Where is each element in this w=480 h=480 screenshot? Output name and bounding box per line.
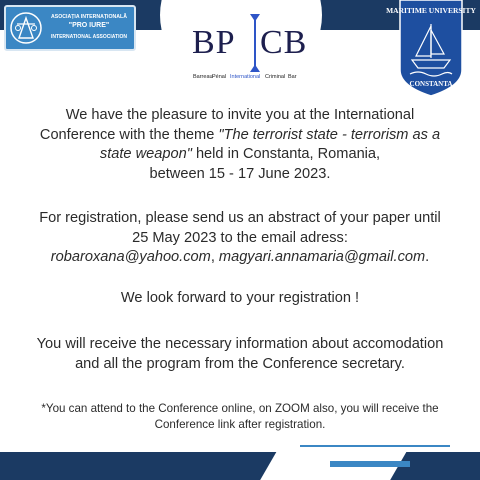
registration-paragraph	[0, 209, 480, 268]
pro-iure-logo	[4, 5, 136, 51]
maritime-university-constanta: CONSTANTA	[409, 80, 453, 88]
registration-emails: robaroxana@yahoo.com, magyari.annamaria@gmail.com.	[50, 249, 430, 265]
info-paragraph	[0, 335, 480, 374]
look-forward-line: We look forward to your registration !	[120, 290, 360, 306]
maritime-university-logo	[386, 0, 476, 96]
invitation-line: Conference with the theme "The terrorist state - terrorism as a	[39, 126, 441, 143]
info-line: and all the program from the Conference secretary.	[75, 355, 405, 372]
pro-iure-seal-icon	[9, 10, 43, 46]
maritime-university-title: MARITIME UNIVERSITY	[386, 6, 476, 15]
pro-iure-line1: ASOCIAȚIA INTERNAȚIONALĂ	[51, 14, 127, 20]
pro-iure-line3: INTERNATIONAL ASSOCIATION	[51, 34, 127, 40]
bpicb-sub-word: Bar	[288, 74, 297, 80]
conference-theme-cont: state weapon"	[99, 146, 192, 162]
conference-theme: "The terrorist state - terrorism as a	[218, 126, 441, 143]
bpicb-logo	[188, 12, 314, 92]
invitation-dates: between 15 - 17 June 2023.	[149, 165, 331, 182]
bpicb-letters-left: BP	[192, 24, 236, 61]
bpicb-sub-word: Pénal	[212, 74, 227, 80]
email-link-1[interactable]: robaroxana@yahoo.com	[50, 249, 211, 265]
registration-deadline: 25 May 2023 to the email adress:	[132, 229, 348, 246]
info-line: You will receive the necessary information about accomodation	[36, 336, 444, 352]
registration-line: For registration, please send us an abstract of your paper until	[39, 210, 441, 226]
note-line: *You can attend to the Conference online, on ZOOM also, you will receive the	[41, 402, 439, 415]
invitation-line: We have the pleasure to invite you at the International	[65, 107, 415, 123]
email-link-2[interactable]: magyari.annamaria@gmail.com	[218, 249, 426, 265]
note-line: Conference link after registration.	[154, 418, 326, 431]
invitation-line: state weapon" held in Constanta, Romania,	[99, 146, 381, 162]
footer-stripe	[330, 461, 410, 467]
bpicb-letters-right: CB	[260, 24, 308, 61]
bpicb-sub-word: Criminal	[265, 74, 286, 80]
bpicb-sub-word: Barreau	[193, 74, 213, 80]
bpicb-i-icon	[250, 14, 260, 72]
bpicb-sub-word: International	[230, 74, 261, 80]
online-note	[0, 401, 480, 433]
look-forward-text	[0, 289, 480, 309]
footer-line	[300, 445, 450, 447]
invitation-paragraph	[0, 106, 480, 184]
pro-iure-line2: "PRO IURE"	[68, 22, 110, 29]
